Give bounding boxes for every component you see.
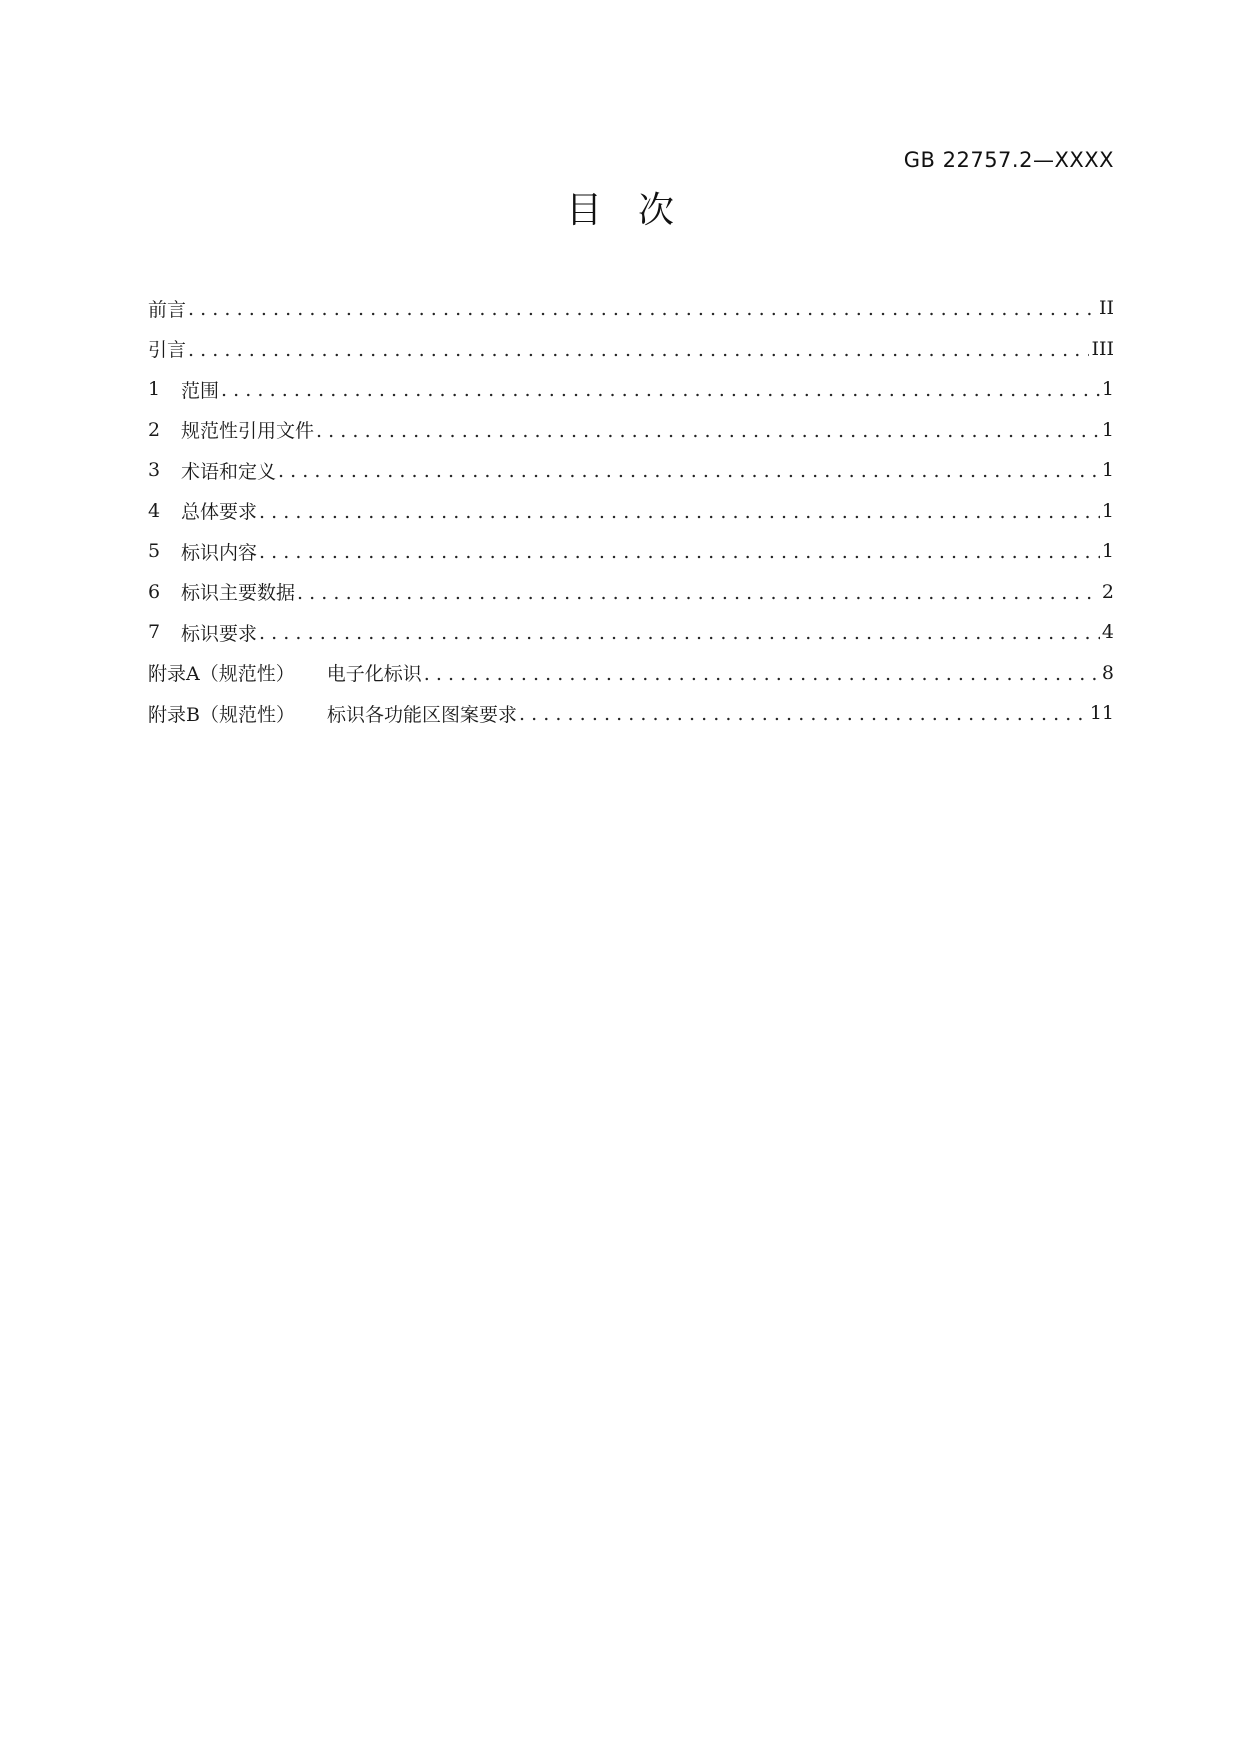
dot-leader bbox=[278, 460, 1100, 482]
toc-entry-page: II bbox=[1098, 297, 1114, 320]
toc-entry-general-requirements[interactable] bbox=[148, 491, 1114, 532]
toc-entry-number: 1 bbox=[148, 378, 161, 401]
toc-entry-foreword[interactable] bbox=[148, 288, 1114, 329]
toc-entry-number: 7 bbox=[148, 621, 161, 644]
toc-entry-page: 1 bbox=[1101, 540, 1114, 563]
toc-entry-page: 8 bbox=[1101, 661, 1114, 684]
toc-entry-label-content[interactable] bbox=[148, 531, 1114, 572]
toc-entry-page: 2 bbox=[1101, 580, 1114, 603]
page-title-part-2: 次 bbox=[638, 190, 675, 231]
toc-entry-label: 标识内容 bbox=[181, 541, 258, 564]
toc-entry-page: 4 bbox=[1101, 621, 1114, 644]
toc-entry-introduction[interactable] bbox=[148, 329, 1114, 370]
toc-entry-number: 5 bbox=[148, 540, 161, 563]
toc-entry-number: 2 bbox=[148, 418, 161, 441]
toc-entry-page: 1 bbox=[1101, 418, 1114, 441]
dot-leader bbox=[221, 379, 1100, 401]
toc-entry-label-requirements[interactable] bbox=[148, 612, 1114, 653]
standard-number: GB 22757.2—XXXX bbox=[903, 148, 1114, 172]
dot-leader bbox=[424, 663, 1100, 685]
annex-title: 电子化标识 bbox=[326, 663, 422, 686]
page-title bbox=[0, 182, 1240, 233]
toc-entry-number: 6 bbox=[148, 580, 161, 603]
toc-entry-label: 引言 bbox=[148, 339, 187, 362]
dot-leader bbox=[259, 622, 1100, 644]
dot-leader bbox=[259, 501, 1100, 523]
toc-entry-label: 术语和定义 bbox=[181, 460, 277, 483]
toc-entry-normative-references[interactable] bbox=[148, 410, 1114, 451]
toc-entry-number: 3 bbox=[148, 459, 161, 482]
toc-entry-label: 总体要求 bbox=[181, 501, 258, 524]
toc-entry-label: 范围 bbox=[181, 379, 220, 402]
toc-entry-label: 前言 bbox=[148, 298, 187, 321]
toc-entry-page: 1 bbox=[1101, 378, 1114, 401]
toc-entry-label-main-data[interactable] bbox=[148, 572, 1114, 613]
annex-title: 标识各功能区图案要求 bbox=[326, 703, 517, 726]
toc-entry-page: III bbox=[1091, 337, 1114, 360]
toc-entry-label: 标识要求 bbox=[181, 622, 258, 645]
toc-entry-label: 规范性引用文件 bbox=[181, 420, 315, 443]
table-of-contents bbox=[148, 288, 1114, 734]
toc-entry-annex-a[interactable] bbox=[148, 653, 1114, 694]
toc-entry-page: 1 bbox=[1101, 499, 1114, 522]
annex-label: 附录B（规范性） bbox=[148, 703, 295, 726]
annex-label: 附录A（规范性） bbox=[148, 663, 295, 686]
dot-leader bbox=[259, 541, 1100, 563]
toc-entry-page: 1 bbox=[1101, 459, 1114, 482]
page-title-part-1: 目 bbox=[565, 190, 602, 231]
toc-entry-annex-b[interactable] bbox=[148, 693, 1114, 734]
dot-leader bbox=[188, 298, 1097, 320]
toc-entry-terms-definitions[interactable] bbox=[148, 450, 1114, 491]
toc-entry-label: 标识主要数据 bbox=[181, 582, 296, 605]
toc-entry-page: 11 bbox=[1089, 702, 1114, 725]
dot-leader bbox=[316, 420, 1100, 442]
dot-leader bbox=[519, 703, 1088, 725]
toc-entry-number: 4 bbox=[148, 499, 161, 522]
dot-leader bbox=[297, 582, 1100, 604]
dot-leader bbox=[188, 339, 1089, 361]
toc-entry-scope[interactable] bbox=[148, 369, 1114, 410]
